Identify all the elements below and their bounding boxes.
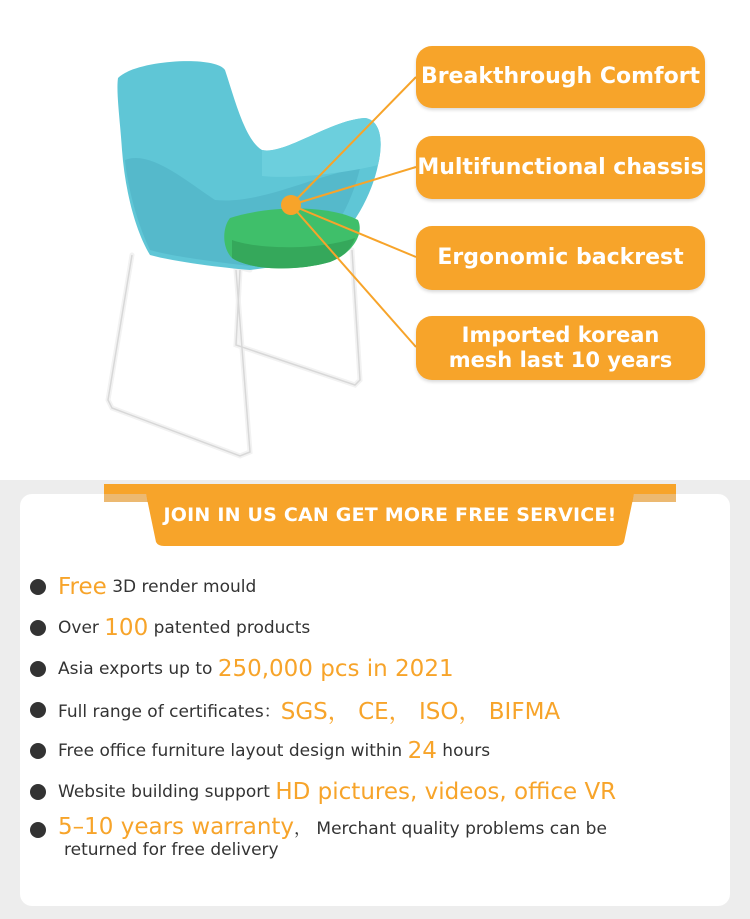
bullet-icon — [30, 620, 46, 636]
feature-korean-mesh-line2: mesh last 10 years — [448, 348, 673, 372]
item-text: Over — [58, 617, 105, 638]
item-text-line2: returned for free delivery — [64, 840, 279, 860]
item-text: patented products — [148, 617, 311, 638]
highlight-text: Free — [58, 573, 107, 600]
chair-frame — [108, 250, 360, 456]
bullet-icon — [30, 784, 46, 800]
bullet-icon — [30, 743, 46, 759]
bullet-icon — [30, 702, 46, 718]
list-item — [30, 689, 720, 730]
list-item — [30, 730, 720, 771]
highlight-text: 24 — [407, 737, 437, 764]
highlight-text: SGS， CE， ISO， BIFMA — [280, 699, 561, 725]
item-text-block — [58, 814, 607, 860]
list-item — [30, 771, 720, 812]
highlight-text: HD pictures, videos, office VR — [275, 778, 617, 805]
list-item — [30, 607, 720, 648]
feature-ergonomic-backrest: Ergonomic backrest — [416, 226, 705, 290]
list-item — [30, 814, 720, 870]
highlight-text: 250,000 pcs in 2021 — [217, 655, 454, 682]
item-text: hours — [436, 740, 491, 761]
item-text: Free office furniture layout design within — [58, 740, 408, 761]
bullet-icon — [30, 579, 46, 595]
bullet-icon — [30, 661, 46, 677]
service-banner — [104, 484, 676, 546]
callout-dot — [281, 195, 301, 215]
banner-title: JOIN IN US CAN GET MORE FREE SERVICE! — [163, 504, 617, 526]
item-text: 3D render mould — [106, 576, 257, 597]
feature-korean-mesh — [416, 316, 705, 380]
service-list — [30, 566, 720, 870]
bullet-icon — [30, 822, 46, 838]
feature-breakthrough-comfort: Breakthrough Comfort — [416, 46, 705, 108]
feature-korean-mesh-line1: Imported korean — [461, 323, 660, 347]
feature-multifunctional-chassis: Multifunctional chassis — [416, 136, 705, 199]
item-text: ， Merchant quality problems can be — [294, 819, 607, 839]
highlight-text: 5–10 years warranty — [58, 814, 295, 840]
highlight-text: 100 — [104, 614, 149, 641]
list-item — [30, 566, 720, 607]
list-item — [30, 648, 720, 689]
item-text: Asia exports up to — [58, 658, 218, 679]
item-text: Full range of certificates： — [58, 702, 281, 722]
item-text: Website building support — [58, 781, 276, 802]
